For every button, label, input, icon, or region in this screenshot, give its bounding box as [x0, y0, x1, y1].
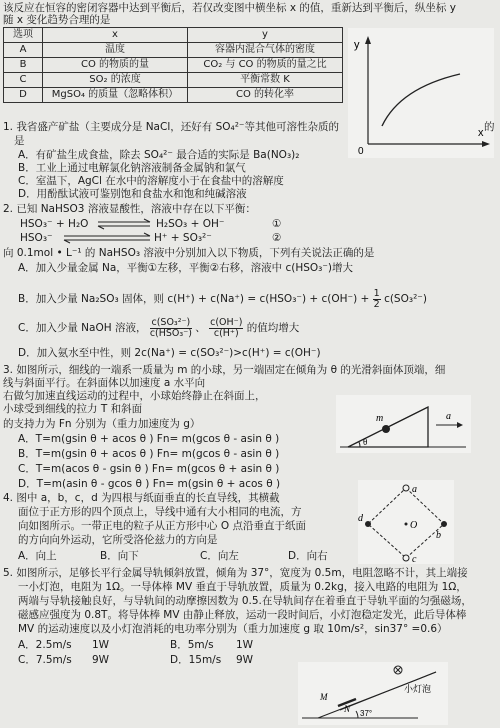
q1-option-c: C．室温下，AgCl 在水中的溶解度小于在食盐中的溶解度 — [18, 175, 284, 187]
table-header: y — [188, 28, 343, 43]
table-cell: CO 的物质的量 — [43, 58, 188, 73]
q3-line-3: 右做匀加速直线运动的过程中，小球始终静止在斜面上， — [3, 390, 266, 402]
q4-line-4: 的方向向外运动，它所受洛伦兹力的方向是 — [18, 534, 218, 546]
acceleration-arrowhead — [457, 422, 463, 428]
table-row — [4, 73, 343, 88]
label-o: O — [410, 520, 418, 531]
q4-line-1: 4. 图中 a，b，c，d 为四根与纸面垂直的长直导线，其横截 — [3, 492, 280, 504]
incline-figure — [336, 395, 471, 453]
q3-option-d: D．T=m(asin θ - gcos θ ) Fn= m(gsin θ + acos θ ) — [18, 478, 281, 490]
label-a: a — [412, 484, 417, 495]
label-c: c — [412, 554, 417, 564]
q4-line-3: 向如图所示。一带正电的粒子从正方形中心 O 点沿垂直于纸面 — [18, 520, 306, 532]
x-axis-arrow — [482, 141, 490, 147]
q2-eq2-left: HSO₃⁻ — [20, 232, 53, 244]
fraction-denominator: c(HSO₃⁻) — [149, 327, 192, 339]
q3-option-b: B．T=m(gsin θ + acos θ ) Fn= m(gcos θ - asin θ ) — [18, 448, 280, 460]
y-axis-arrow — [365, 36, 371, 44]
intro-line-1: 该反应在恒容的密闭容器中达到平衡后，若仅改变图中横坐标 x 的值，重新达到平衡后，纵坐标 y — [3, 2, 456, 14]
rail-top-connector — [416, 672, 436, 680]
q2-option-b-left: B．加入少量 Na₂SO₃ 固体，则 c(H⁺) + c(Na⁺) = c(HSO₃⁻) + c(OH⁻) + — [18, 293, 370, 305]
q3-line-1: 3. 如图所示，细线的一端系一质量为 m 的小球，另一端固定在倾角为 θ 的光滑斜面体顶端，细 — [3, 364, 446, 376]
q1-option-a: A．有矿盐生成食盐，除去 SO₄²⁻ 最合适的实际是 Ba(NO₃)₂ — [18, 149, 300, 161]
ball-icon — [382, 425, 390, 433]
q2-eq2-right: H⁺ + SO₃²⁻ — [154, 232, 212, 244]
table-header: 选项 — [4, 28, 43, 43]
q5-line-5: MV 的运动速度以及小灯泡消耗的电功率分别为（重力加速度 g 取 10m/s²，sin37° =0.6） — [18, 623, 448, 635]
fraction-numerator: c(SO₃²⁻) — [151, 317, 191, 328]
q2-option-c-separator: 、 — [195, 322, 206, 334]
wire-a-icon — [403, 485, 409, 491]
acceleration-label: a — [446, 411, 451, 422]
q2-eq1-left: HSO₃⁻ + H₂O — [20, 218, 89, 230]
wire-c-icon — [403, 555, 409, 561]
q2-option-b-fraction — [373, 289, 381, 309]
table-cell: CO₂ 与 CO 的物质的量之比 — [188, 58, 343, 73]
q5-option-b-speed: B．5m/s — [170, 639, 214, 651]
q2-option-c-fraction-1 — [150, 318, 192, 338]
q2-eq1-right: H₂SO₃ + OH⁻ — [156, 218, 225, 230]
table-cell: A — [4, 43, 43, 58]
q2-eq2-number: ② — [272, 232, 282, 244]
table-header-row — [4, 28, 343, 43]
string-line — [390, 407, 428, 426]
theta-label: θ — [363, 437, 368, 447]
q2-option-b-right: c(SO₃²⁻) — [384, 293, 427, 305]
q4-option-c: C．向左 — [200, 550, 239, 562]
trend-graph-svg — [348, 28, 494, 158]
q5-line-2: 一小灯泡，电阻为 1Ω。一导体棒 MV 垂直于导轨放置，质量为 0.2kg，接入电路的电阻为 1Ω， — [18, 581, 467, 593]
fraction-denominator: 2 — [373, 298, 380, 310]
angle-arc — [356, 711, 358, 718]
label-d: d — [358, 513, 363, 524]
q1-option-d: D．用酚酞试液可鉴别饱和食盐水和饱和纯碱溶液 — [18, 188, 247, 200]
options-table — [3, 27, 343, 103]
origin-label: 0 — [358, 146, 364, 157]
table-cell: C — [4, 73, 43, 88]
angle-arc — [359, 442, 360, 447]
q5-option-a-speed: A．2.5m/s — [18, 639, 72, 651]
q2-stem: 2. 已知 NaHSO3 溶液显酸性，溶液中存在以下平衡： — [3, 203, 256, 215]
table-header: x — [43, 28, 188, 43]
q2-eq1-number: ① — [272, 218, 282, 230]
q2-option-c — [18, 318, 299, 338]
label-n: N — [344, 704, 351, 714]
q2-option-d: D．加入氨水至中性，则 2c(Na⁺) = c(SO₃²⁻)>c(H⁺) = c(OH⁻) — [18, 347, 321, 359]
q3-option-a: A．T=m(gsin θ + acos θ ) Fn= m(gcos θ - asin θ ) — [18, 433, 280, 445]
q5-option-d-speed: D．15m/s — [170, 654, 222, 666]
wire-square-figure — [358, 480, 454, 564]
fraction-denominator: c(H⁺) — [213, 327, 239, 339]
label-b: b — [436, 530, 441, 541]
table-row — [4, 58, 343, 73]
q5-option-a-power: 1W — [92, 639, 110, 651]
q3-line-4: 小球受到细线的拉力 T 和斜面 — [3, 403, 143, 415]
equilibrium-arrow-icon — [96, 218, 152, 230]
q2-option-c-right: 的值均增大 — [246, 322, 300, 334]
x-axis-label: x — [478, 127, 484, 139]
fraction-numerator: 1 — [373, 288, 380, 299]
q1-option-b: B．工业上通过电解氯化钠溶液制备金属钠和氯气 — [18, 162, 246, 174]
q5-line-1: 5. 如图所示，足够长平行金属导轨倾斜放置，倾角为 37°，宽度为 0.5m，电阻忽略不计，其上端接 — [3, 567, 468, 579]
q2-condition: 向 0.1mol • L⁻¹ 的 NaHSO₃ 溶液中分别加入以下物质，下列有关说法正确的是 — [3, 247, 375, 259]
q4-option-a: A．向上 — [18, 550, 57, 562]
table-cell: D — [4, 88, 43, 103]
table-cell: 容器内混合气体的密度 — [188, 43, 343, 58]
q5-line-3: 两端与导轨接触良好，与导轨间的动摩擦因数为 0.5.在导轨间存在着垂直于导轨平面的匀强磁场， — [18, 595, 472, 607]
trend-curve — [382, 74, 460, 126]
center-point — [405, 523, 408, 526]
q5-option-b-power: 1W — [236, 639, 254, 651]
table-cell: 平衡常数 K — [188, 73, 343, 88]
q4-option-d: D．向右 — [288, 550, 328, 562]
rails-figure-svg — [298, 662, 448, 725]
intro-line-2: 随 x 变化趋势合理的是 — [3, 14, 111, 26]
table-cell: SO₂ 的浓度 — [43, 73, 188, 88]
q2-option-c-left: C．加入少量 NaOH 溶液， — [18, 322, 147, 334]
mass-label: m — [376, 413, 384, 424]
q4-line-2: 面位于正方形的四个顶点上，导线中通有大小相同的电流，方 — [18, 506, 302, 518]
q5-option-d-power: 9W — [236, 654, 254, 666]
q5-option-c-speed: C．7.5m/s — [18, 654, 72, 666]
table-row — [4, 43, 343, 58]
incline-figure-svg — [336, 395, 471, 453]
q2-option-c-fraction-2 — [209, 318, 243, 338]
label-m: M — [320, 692, 328, 702]
y-axis-label: y — [354, 39, 360, 51]
angle-label: 37° — [360, 709, 373, 718]
table-row — [4, 88, 343, 103]
q3-line-5: 的支持力为 Fn 分别为（重力加速度为 g） — [3, 418, 201, 430]
q5-line-4: 磁感应强度为 0.8T。将导体棒 MV 由静止释放，运动一段时间后，小灯泡稳定发光，此后导体棒 — [18, 609, 467, 621]
table-cell: B — [4, 58, 43, 73]
q1-stem: 1. 我省盛产矿盐（主要成分是 NaCl，还好有 SO₄²⁻等其他可溶性杂质的 — [3, 121, 339, 133]
fraction-numerator: c(OH⁻) — [210, 317, 243, 328]
equilibrium-arrow-icon — [62, 232, 152, 244]
table-cell: CO 的转化率 — [188, 88, 343, 103]
table-cell: MgSO₄ 的质量（忽略体积） — [43, 88, 188, 103]
wire-square-svg — [358, 480, 454, 564]
q1-stem-tail: 的 — [484, 121, 495, 133]
q3-option-c: C．T=m(acos θ - gsin θ ) Fn= m(gcos θ + asin θ ) — [18, 463, 280, 475]
trend-graph — [348, 28, 494, 158]
q1-stem-2: 是 — [14, 135, 25, 147]
q5-option-c-power: 9W — [92, 654, 110, 666]
wire-b-icon — [441, 521, 447, 527]
q4-option-b: B．向下 — [100, 550, 139, 562]
q2-option-b — [18, 289, 427, 309]
q2-option-a: A．加入少量金属 Na，平衡①左移，平衡②右移，溶液中 c(HSO₃⁻)增大 — [18, 262, 354, 274]
rails-figure — [298, 662, 448, 725]
wire-d-icon — [365, 521, 371, 527]
lamp-label: 小灯泡 — [404, 685, 432, 695]
table-cell: 温度 — [43, 43, 188, 58]
q3-line-2: 线与斜面平行。在斜面体以加速度 a 水平向 — [3, 377, 206, 389]
